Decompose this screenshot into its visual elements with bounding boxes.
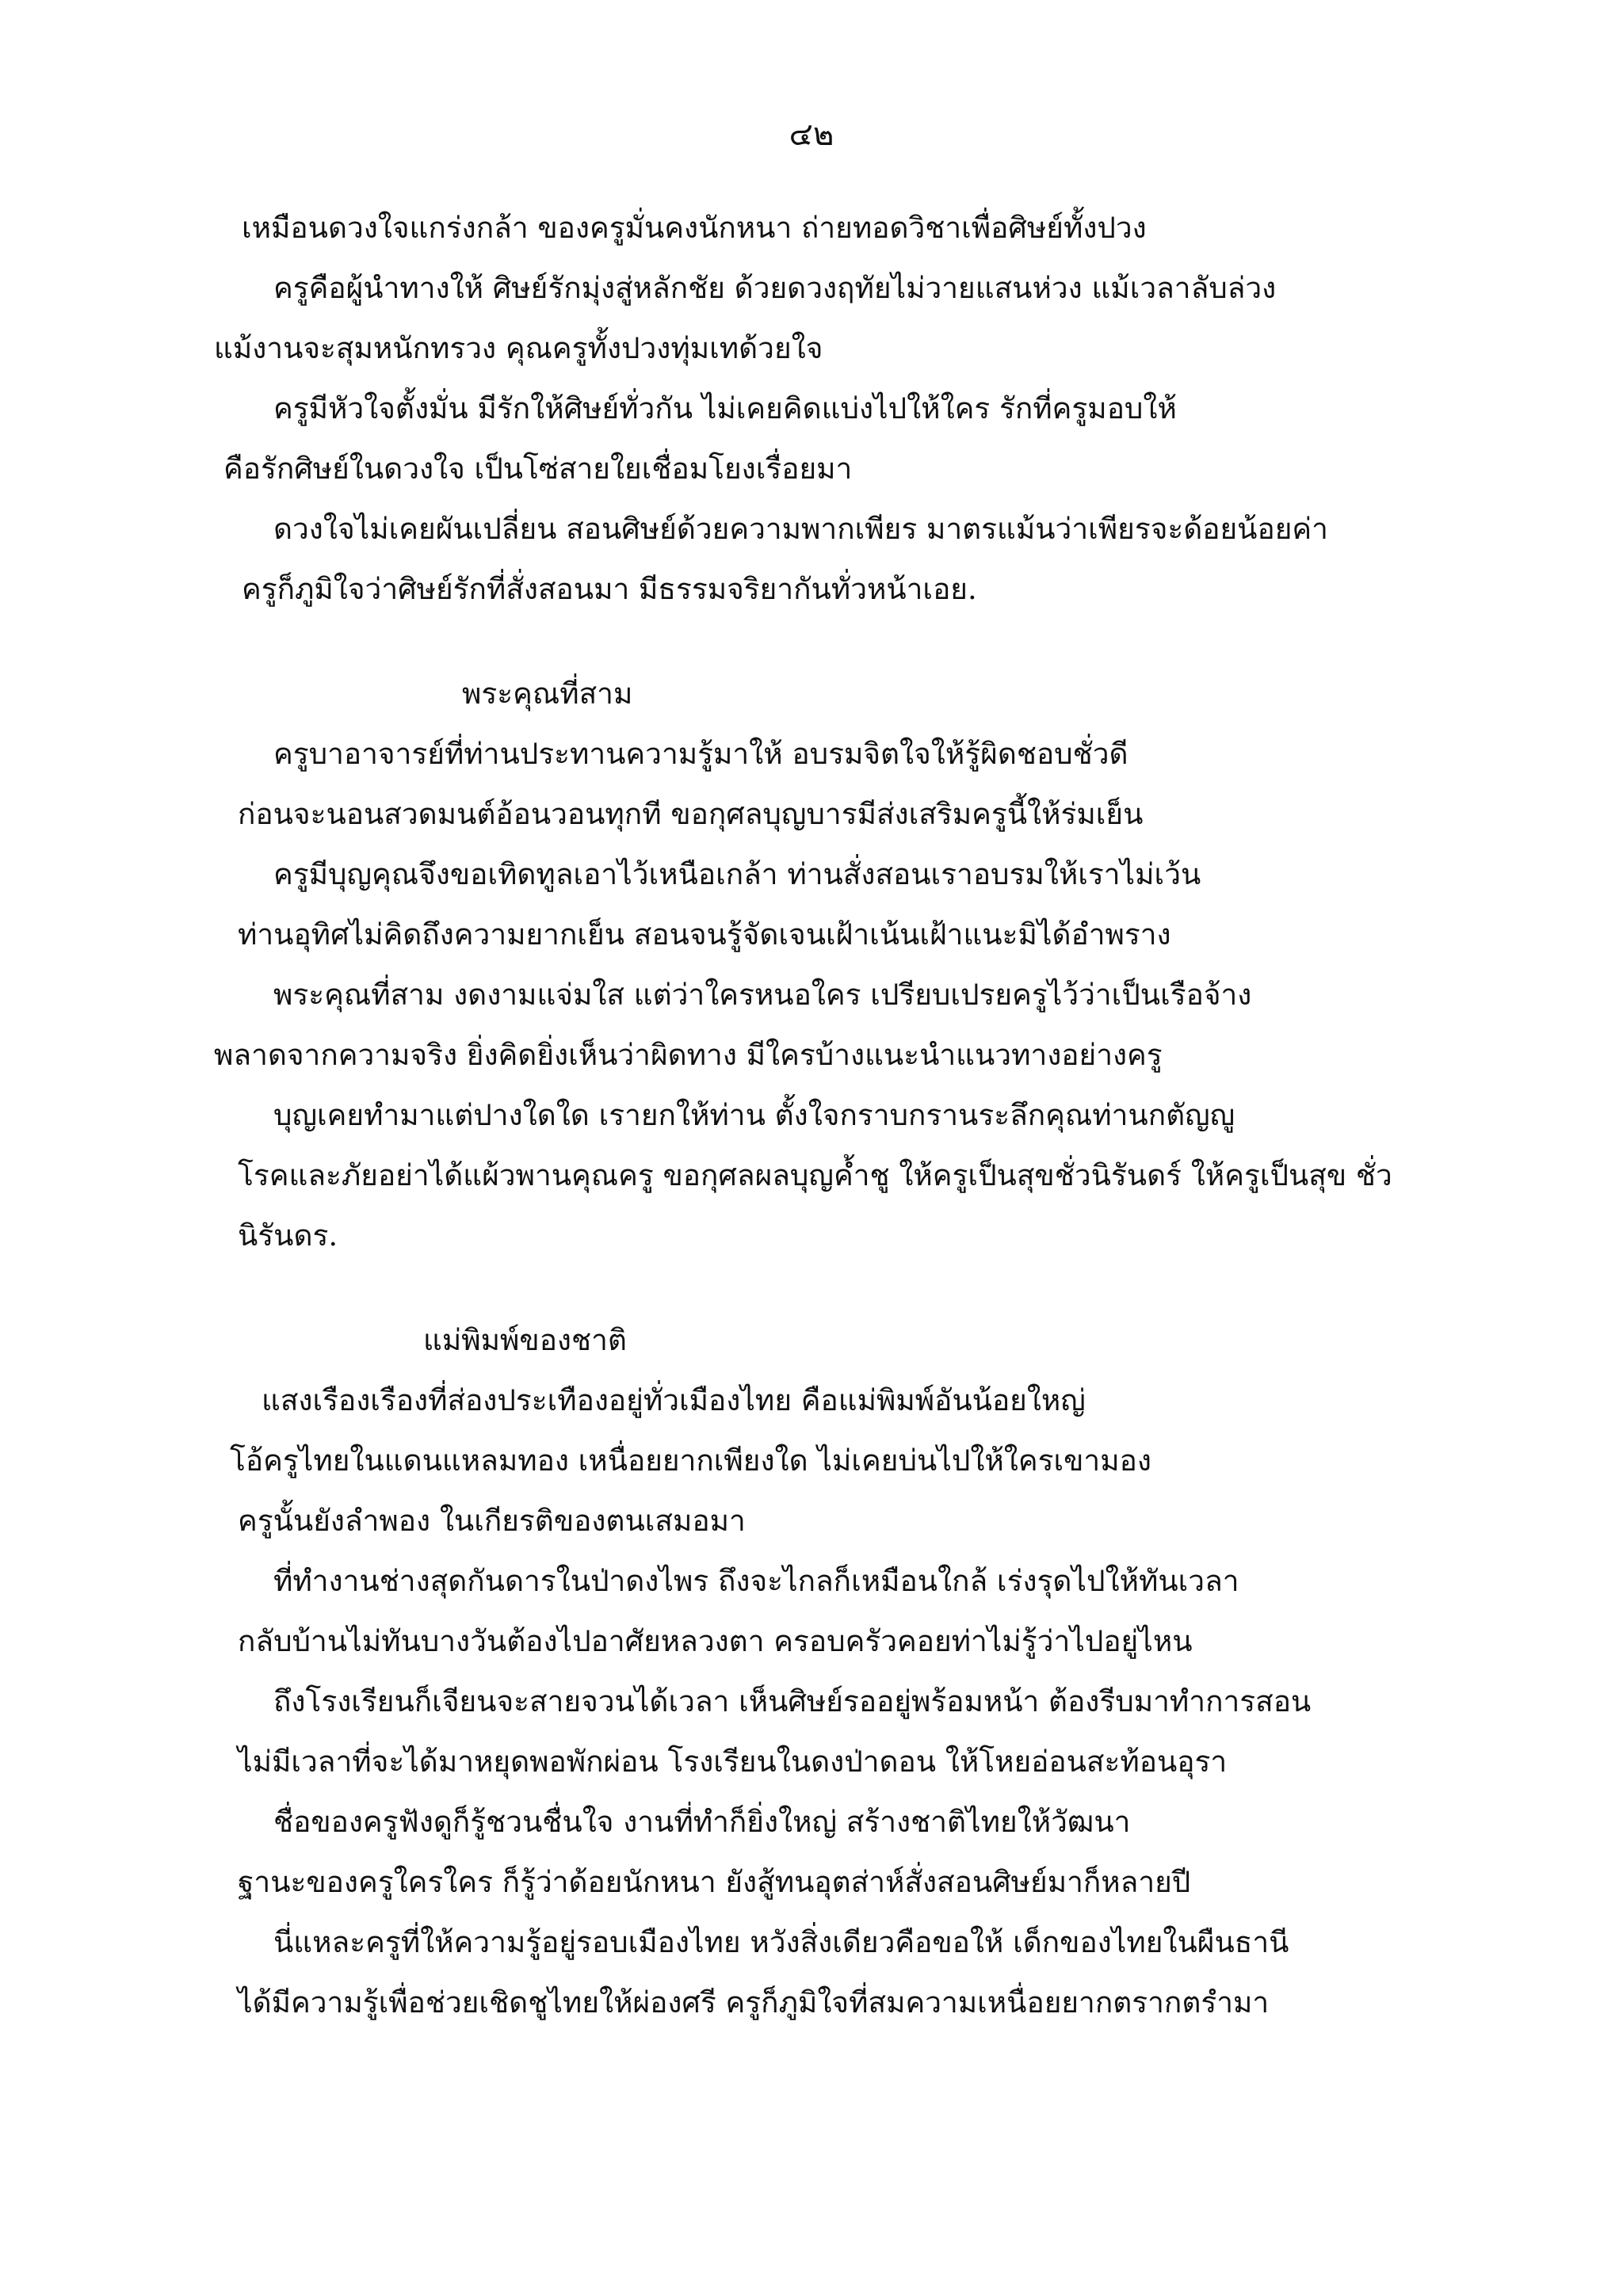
poem-line: ถึงโรงเรียนก็เจียนจะสายจวนได้เวลา เห็นศิษย์รออยู่พร้อมหน้า ต้องรีบมาทำการสอน xyxy=(273,1684,1312,1718)
poem-line: ได้มีความรู้เพื่อช่วยเชิดชูไทยให้ผ่องศรี ครูก็ภูมิใจที่สมความเหนื่อยยากตรากตรำมา xyxy=(238,1985,1270,2019)
poem-line: ที่ทำงานช่างสุดกันดารในป่าดงไพร ถึงจะไกลก็เหมือนใกล้ เร่งรุดไปให้ทันเวลา xyxy=(273,1564,1239,1598)
poem-line: บุญเคยทำมาแต่ปางใดใด เรายกให้ท่าน ตั้งใจกราบกรานระลึกคุณท่านกตัญญู xyxy=(273,1098,1235,1132)
poem-line: ท่านอุทิศไม่คิดถึงความยากเย็น สอนจนรู้จัดเจนเฝ้าเน้นเฝ้าแนะมิได้อำพราง xyxy=(238,917,1171,952)
poem-line: คือรักศิษย์ในดวงใจ เป็นโซ่สายใยเชื่อมโยงเรื่อยมา xyxy=(223,452,853,486)
poem-line: ครูมีบุญคุณจึงขอเทิดทูลเอาไว้เหนือเกล้า ท่านสั่งสอนเราอบรมให้เราไม่เว้น xyxy=(273,857,1201,891)
poem-line: พลาดจากความจริง ยิ่งคิดยิ่งเห็นว่าผิดทาง มีใครบ้างแนะนำแนวทางอย่างครู xyxy=(214,1038,1163,1072)
poem-line: ดวงใจไม่เคยผันเปลี่ยน สอนศิษย์ด้วยความพากเพียร มาตรแม้นว่าเพียรจะด้อยน้อยค่า xyxy=(273,512,1328,546)
poem-line: ครูคือผู้นำทางให้ ศิษย์รักมุ่งสู่หลักชัย ด้วยดวงฤทัยไม่วายแสนห่วง แม้เวลาลับล่วง xyxy=(273,271,1277,305)
poem-line: ครูนั้นยังลำพอง ในเกียรติของตนเสมอมา xyxy=(238,1504,746,1538)
poem-line: ก่อนจะนอนสวดมนต์อ้อนวอนทุกที ขอกุศลบุญบารมีส่งเสริมครูนี้ให้ร่มเย็น xyxy=(238,797,1144,831)
poem-line: โอ้ครูไทยในแดนแหลมทอง เหนื่อยยากเพียงใด ไม่เคยบ่นไปให้ใครเขามอง xyxy=(230,1444,1151,1478)
poem-line: แม้งานจะสุมหนักทรวง คุณครูทั้งปวงทุ่มเทด้วยใจ xyxy=(214,331,823,365)
poem-line: ครูบาอาจารย์ที่ท่านประทานความรู้มาให้ อบรมจิตใจให้รู้ผิดชอบชั่วดี xyxy=(273,737,1128,771)
poem-line: นิรันดร. xyxy=(238,1219,338,1253)
poem-line: ฐานะของครูใครใคร ก็รู้ว่าด้อยนักหนา ยังสู้ทนอุตส่าห์สั่งสอนศิษย์มาก็หลายปี xyxy=(238,1865,1191,1899)
poem-line: กลับบ้านไม่ทันบางวันต้องไปอาศัยหลวงตา ครอบครัวคอยท่าไม่รู้ว่าไปอยู่ไหน xyxy=(238,1624,1193,1658)
poem-line: นี่แหละครูที่ให้ความรู้อยู่รอบเมืองไทย หวังสิ่งเดียวคือขอให้ เด็กของไทยในผืนธานี xyxy=(273,1925,1289,1959)
section-title: แม่พิมพ์ของชาติ xyxy=(423,1323,627,1357)
poem-line: ชื่อของครูฟังดูก็รู้ชวนชื่นใจ งานที่ทำก็ยิ่งใหญ่ สร้างชาติไทยให้วัฒนา xyxy=(273,1805,1131,1839)
section-title: พระคุณที่สาม xyxy=(462,677,633,711)
poem-line: โรคและภัยอย่าได้แผ้วพานคุณครู ขอกุศลผลบุญค้ำชู ให้ครูเป็นสุขชั่วนิรันดร์ ให้ครูเป็นสุข ชั่ว xyxy=(238,1158,1392,1192)
poem-line: ไม่มีเวลาที่จะได้มาหยุดพอพักผ่อน โรงเรียนในดงป่าดอน ให้โหยอ่อนสะท้อนอุรา xyxy=(238,1745,1228,1779)
poem-line: แสงเรืองเรืองที่ส่องประเทืองอยู่ทั่วเมืองไทย คือแม่พิมพ์อันน้อยใหญ่ xyxy=(262,1383,1086,1417)
poem-line: ครูก็ภูมิใจว่าศิษย์รักที่สั่งสอนมา มีธรรมจริยากันทั่วหน้าเอย. xyxy=(242,572,977,606)
page-number: ๔๒ xyxy=(789,116,834,153)
poem-line: พระคุณที่สาม งดงามแจ่มใส แต่ว่าใครหนอใคร เปรียบเปรยครูไว้ว่าเป็นเรือจ้าง xyxy=(273,978,1252,1012)
poem-line: ครูมีหัวใจตั้งมั่น มีรักให้ศิษย์ทั่วกัน ไม่เคยคิดแบ่งไปให้ใคร รักที่ครูมอบให้ xyxy=(273,391,1177,425)
poem-line: เหมือนดวงใจแกร่งกล้า ของครูมั่นคงนักหนา ถ่ายทอดวิชาเพื่อศิษย์ทั้งปวง xyxy=(242,211,1147,245)
